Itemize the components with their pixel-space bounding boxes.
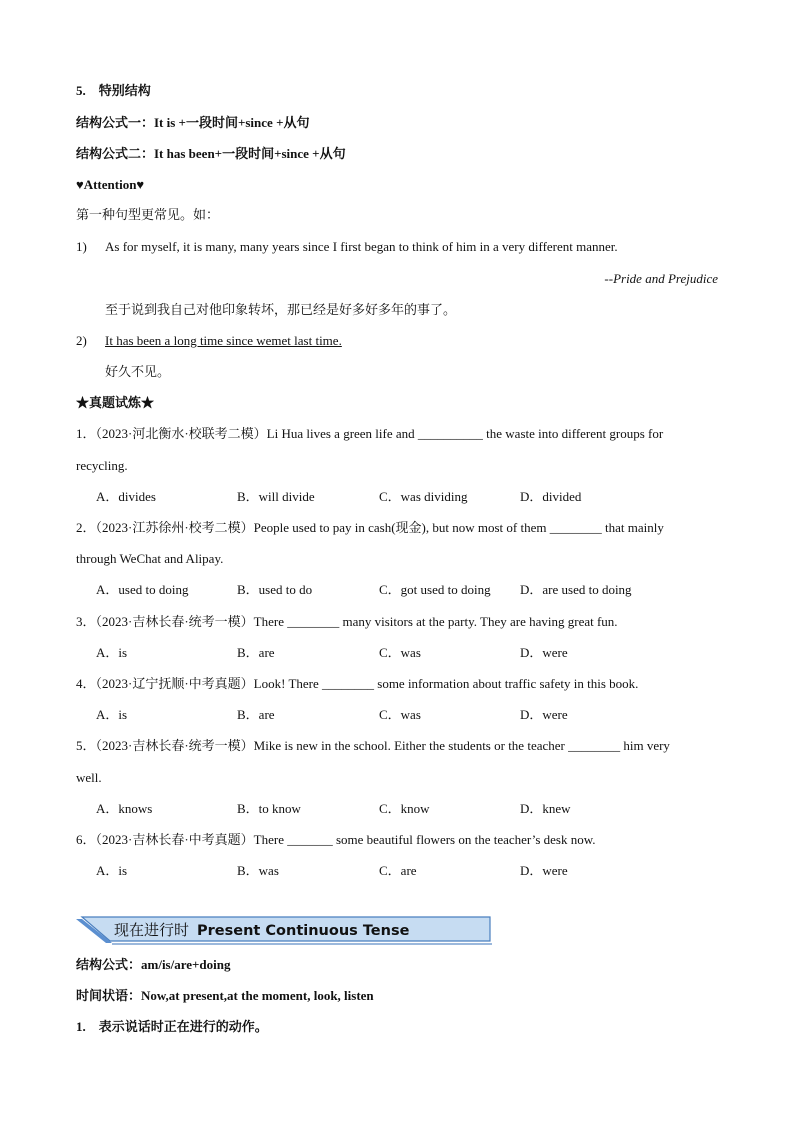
option-c[interactable]: C．are — [379, 863, 417, 878]
section-banner — [76, 915, 494, 945]
option-d[interactable]: D．were — [520, 645, 568, 660]
option-d[interactable]: D．divided — [520, 489, 582, 504]
option-a[interactable]: A．knows — [96, 801, 153, 816]
option-a[interactable]: A．divides — [96, 489, 156, 504]
translation-2: 好久不见。 — [105, 364, 171, 379]
question-5-cont: well. — [76, 770, 102, 785]
pc-formula: 结构公式：am/is/are+doing — [76, 957, 231, 972]
attention-label: ♥Attention♥ — [76, 177, 145, 192]
question-1: 1．（2023·河北衡水·校联考二模）Li Hua lives a green life and __________ the waste into different groups for — [76, 426, 664, 441]
example-text: It has been a long time since wemet last time. — [105, 333, 342, 348]
formula-one: 结构公式一：It is +一段时间+since +从句 — [76, 115, 310, 130]
option-d[interactable]: D．were — [520, 863, 568, 878]
option-d[interactable]: D．knew — [520, 801, 571, 816]
option-c[interactable]: C．was — [379, 645, 421, 660]
exercise-heading: ★真题试炼★ — [76, 395, 155, 410]
example-1 — [76, 238, 618, 256]
question-5: 5．（2023·吉林长春·统考一模）Mike is new in the school. Either the students or the teacher ________ him very — [76, 738, 670, 753]
section-heading: 5. 特别结构 — [76, 83, 151, 98]
example-number: 2) — [76, 333, 87, 348]
option-a[interactable]: A．is — [96, 863, 128, 878]
question-3: 3．（2023·吉林长春·统考一模）There ________ many visitors at the party. They are having great fun. — [76, 614, 618, 629]
translation-1: 至于说到我自己对他印象转坏，那已经是好多好多年的事了。 — [105, 302, 457, 317]
option-a[interactable]: A．is — [96, 707, 128, 722]
option-d[interactable]: D．were — [520, 707, 568, 722]
option-a[interactable]: A．used to doing — [96, 582, 189, 597]
option-c[interactable]: C．know — [379, 801, 430, 816]
option-c[interactable]: C．was — [379, 707, 421, 722]
example-number: 1) — [76, 239, 87, 254]
option-b[interactable]: B．will divide — [237, 489, 315, 504]
pc-point-1: 1. 表示说话时正在进行的动作。 — [76, 1019, 268, 1034]
question-2-cont: through WeChat and Alipay. — [76, 551, 224, 566]
question-2: 2．（2023·江苏徐州·校考二模）People used to pay in cash(现金), but now most of them ________ that mainly — [76, 520, 664, 535]
formula-two: 结构公式二：It has been+一段时间+since +从句 — [76, 146, 346, 161]
banner-title — [114, 919, 409, 942]
question-6: 6．（2023·吉林长春·中考真题）There _______ some beautiful flowers on the teacher’s desk now. — [76, 832, 596, 847]
banner-title-cn: 现在进行时 — [114, 921, 190, 939]
option-b[interactable]: B．are — [237, 707, 275, 722]
option-b[interactable]: B．was — [237, 863, 279, 878]
option-b[interactable]: B．are — [237, 645, 275, 660]
option-c[interactable]: C．got used to doing — [379, 582, 491, 597]
example-text: As for myself, it is many, many years since I first began to think of him in a very different manner. — [105, 239, 618, 254]
option-d[interactable]: D．are used to doing — [520, 582, 632, 597]
source-citation: --Pride and Prejudice — [604, 271, 718, 286]
question-1-cont: recycling. — [76, 458, 128, 473]
pc-time-adverbials: 时间状语：Now,at present,at the moment, look, listen — [76, 988, 374, 1003]
example-2 — [76, 332, 342, 350]
question-4: 4．（2023·辽宁抚顺·中考真题）Look! There ________ some information about traffic safety in this book. — [76, 676, 639, 691]
option-c[interactable]: C．was dividing — [379, 489, 468, 504]
option-b[interactable]: B．used to do — [237, 582, 313, 597]
intro-text: 第一种句型更常见。如： — [76, 207, 220, 222]
option-b[interactable]: B．to know — [237, 801, 301, 816]
option-a[interactable]: A．is — [96, 645, 128, 660]
banner-title-en: Present Continuous Tense — [197, 923, 410, 939]
